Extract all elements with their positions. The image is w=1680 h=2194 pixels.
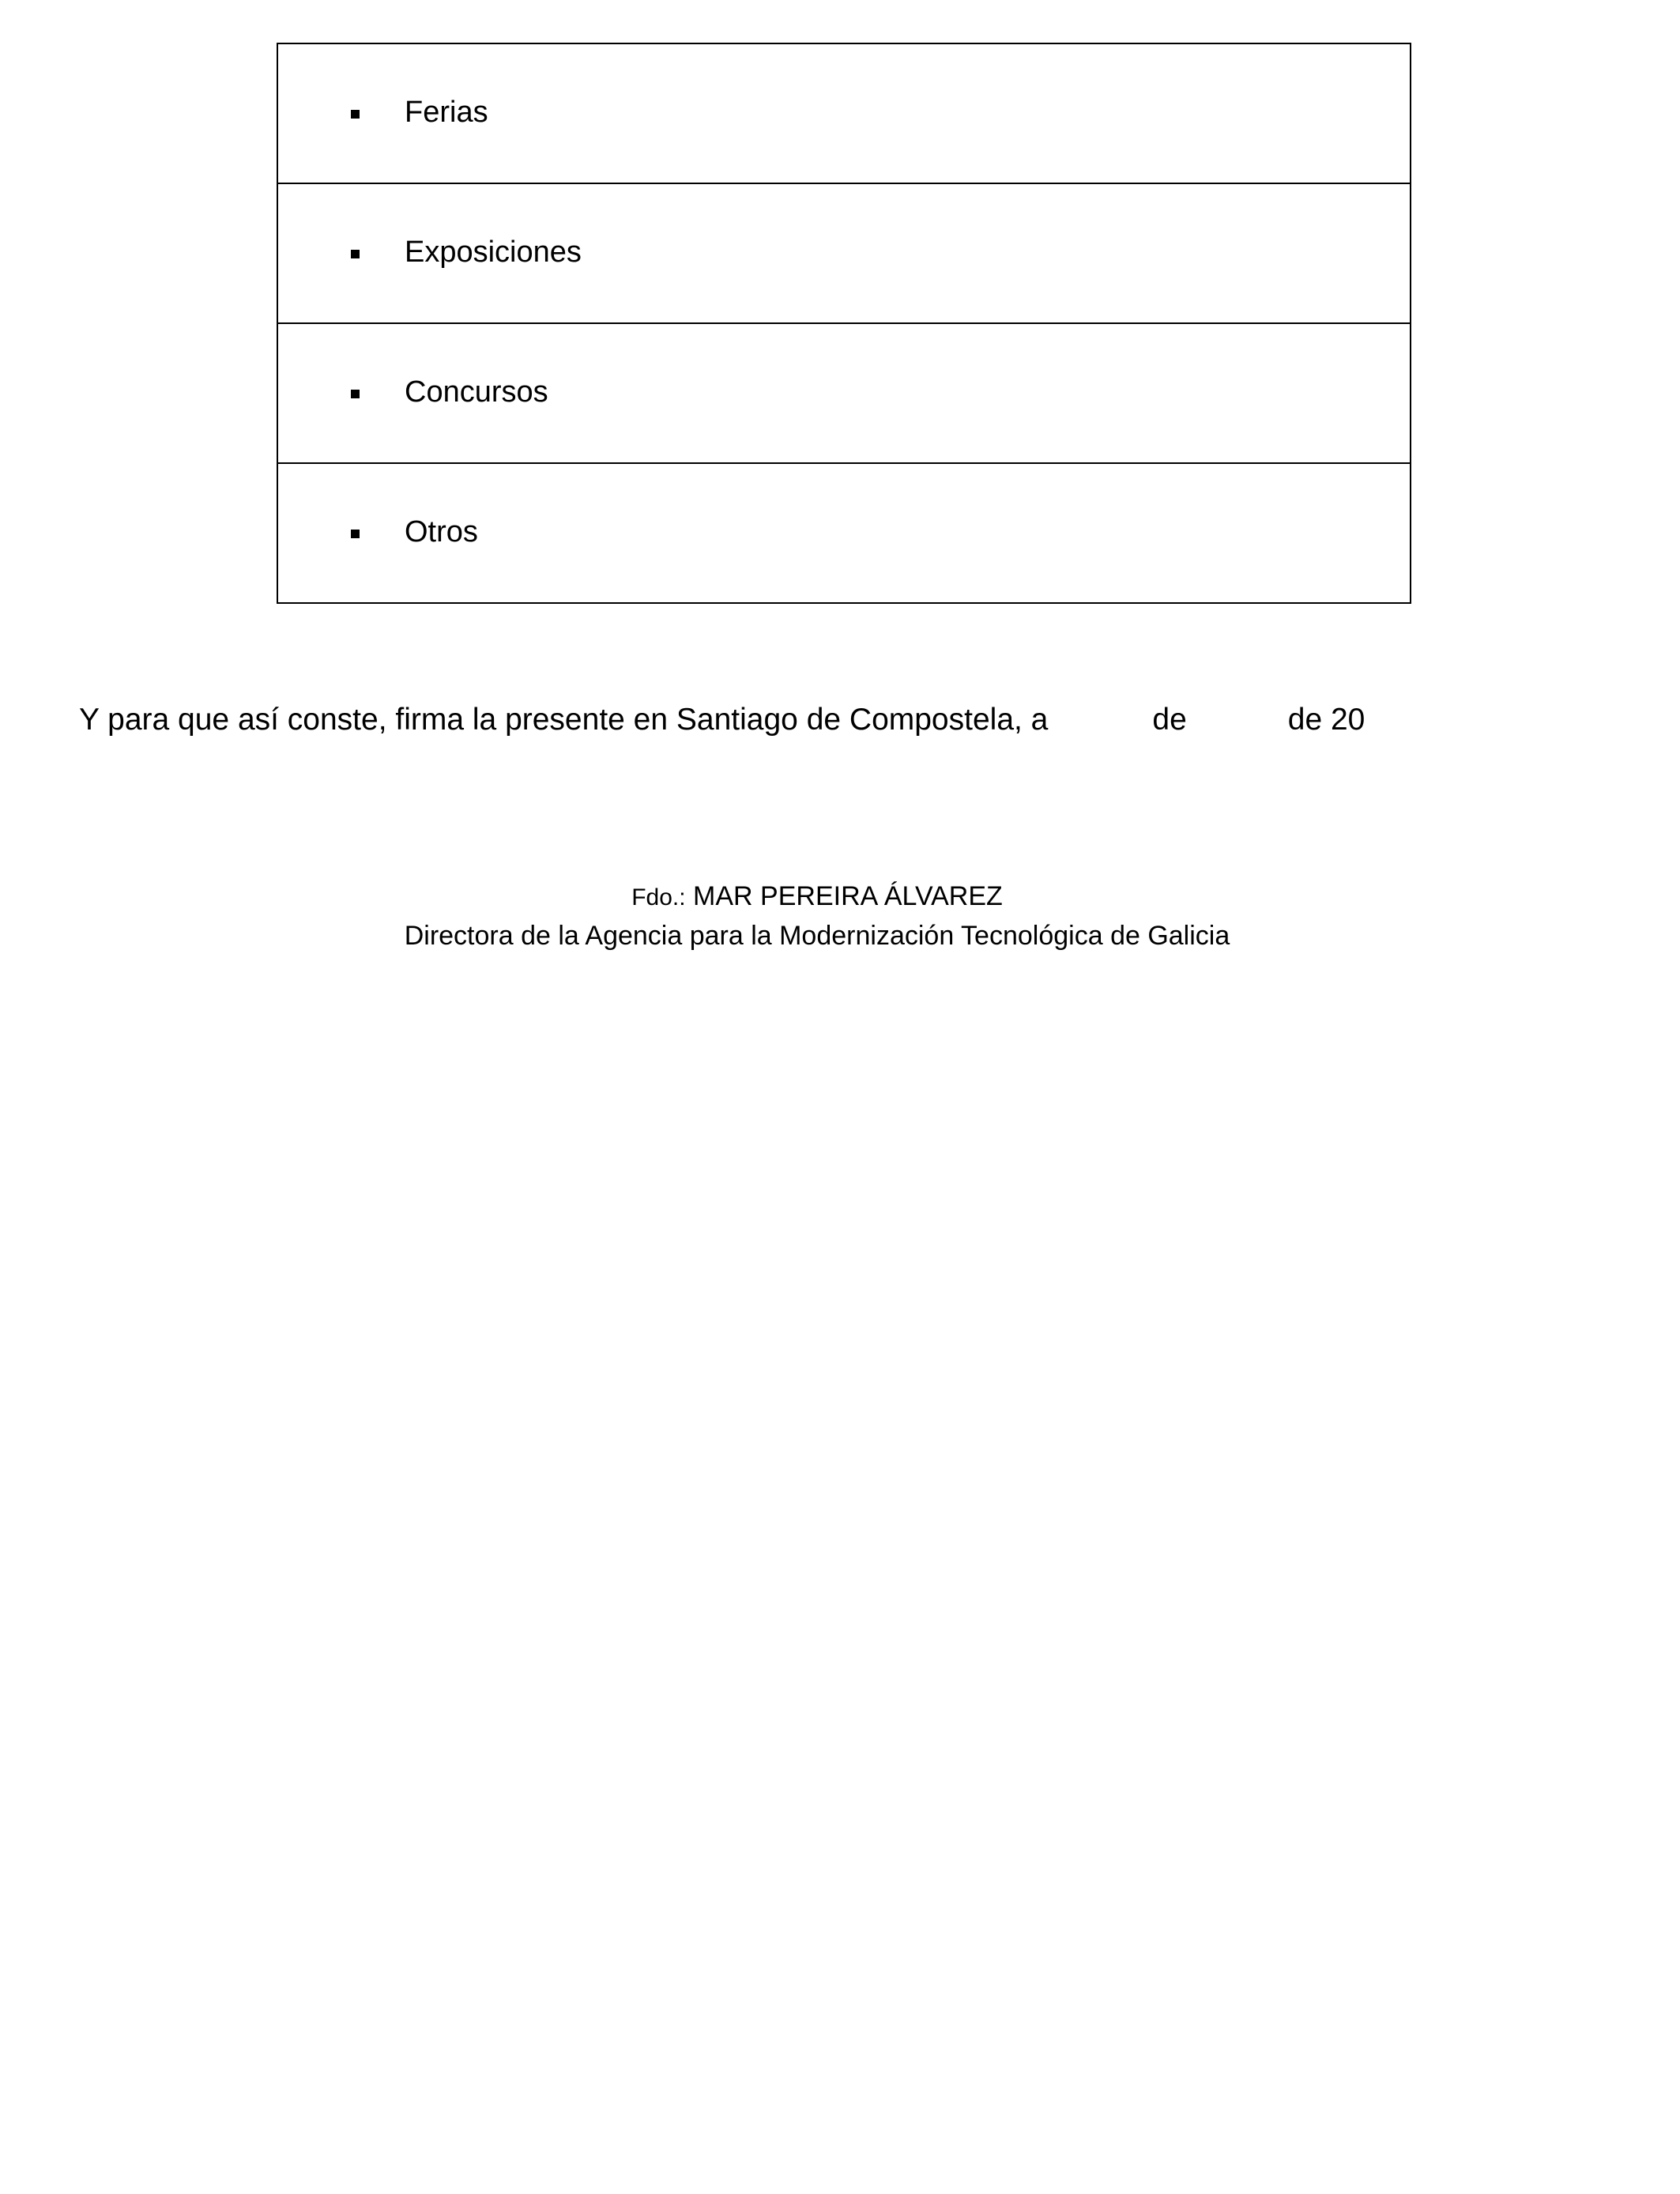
table-cell: [277, 323, 1411, 463]
item-label-ferias: Ferias: [405, 96, 488, 129]
closing-text: Y para que así conste, firma la presente en Santiago de Compostela, a: [79, 703, 1049, 737]
table-cell: [277, 463, 1411, 603]
table-cell: [277, 183, 1411, 323]
table-row: [277, 463, 1411, 603]
item-label-concursos: Concursos: [405, 375, 548, 409]
square-bullet-icon: [351, 250, 360, 258]
table-row: [277, 43, 1411, 183]
closing-de-day: de: [1152, 703, 1187, 737]
signature-name: MAR PEREIRA ÁLVAREZ: [693, 881, 1003, 911]
signature-title: Directora de la Agencia para la Modernización Tecnológica de Galicia: [404, 921, 1230, 951]
signature-prefix: Fdo.:: [631, 884, 686, 910]
square-bullet-icon: [351, 530, 360, 538]
table-cell: [277, 43, 1411, 183]
closing-de-year: de 20: [1287, 703, 1365, 737]
activity-table: [277, 43, 1411, 604]
table-row: [277, 183, 1411, 323]
square-bullet-icon: [351, 390, 360, 398]
closing-statement: [79, 702, 1365, 738]
item-label-otros: Otros: [405, 515, 478, 548]
signature-block: [0, 877, 1634, 956]
square-bullet-icon: [351, 110, 360, 119]
item-label-exposiciones: Exposiciones: [405, 236, 582, 269]
signature-name-line: [0, 877, 1634, 917]
table-row: [277, 323, 1411, 463]
